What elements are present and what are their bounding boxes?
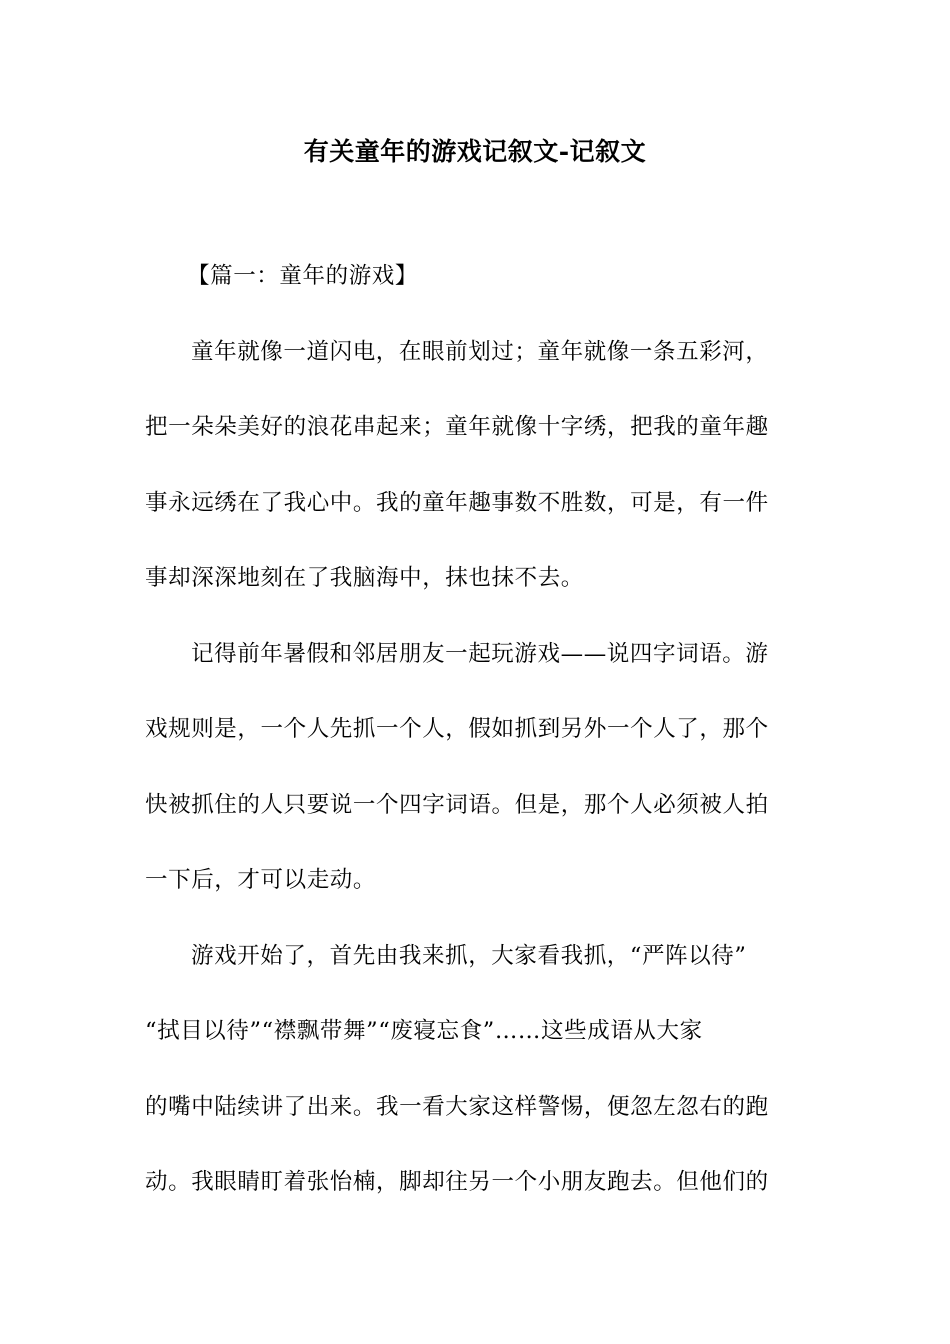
section-heading: 【篇一：童年的游戏】 bbox=[187, 263, 419, 289]
paragraph-line: 把一朵朵美好的浪花串起来；童年就像十字绣，把我的童年趣 bbox=[145, 414, 769, 440]
paragraph-line: 戏规则是，一个人先抓一个人，假如抓到另外一个人了，那个 bbox=[145, 716, 769, 742]
paragraph-line: 游戏开始了，首先由我来抓，大家看我抓，“严阵以待” bbox=[191, 942, 747, 969]
paragraph-line: 事永远绣在了我心中。我的童年趣事数不胜数，可是，有一件 bbox=[145, 489, 769, 516]
paragraph-line: 动。我眼睛盯着张怡楠，脚却往另一个小朋友跑去。但他们的 bbox=[145, 1169, 769, 1195]
paragraph-line: 童年就像一道闪电，在眼前划过；童年就像一条五彩河， bbox=[191, 338, 769, 365]
paragraph-line: 一下后，才可以走动。 bbox=[145, 867, 377, 893]
paragraph-line: 快被抓住的人只要说一个四字词语。但是，那个人必须被人拍 bbox=[145, 791, 769, 818]
document-title: 有关童年的游戏记叙文-记叙文 bbox=[303, 137, 647, 166]
document-body bbox=[145, 256, 805, 1238]
paragraph-line: “拭目以待”“襟飘带舞”“废寝忘食”……这些成语从大家 bbox=[145, 1018, 703, 1044]
paragraph-line: 记得前年暑假和邻居朋友一起玩游戏——说四字词语。游 bbox=[191, 640, 769, 667]
paragraph-line: 的嘴中陆续讲了出来。我一看大家这样警惕，便忽左忽右的跑 bbox=[145, 1093, 769, 1120]
paragraph-line: 事却深深地刻在了我脑海中，抹也抹不去。 bbox=[145, 565, 584, 591]
